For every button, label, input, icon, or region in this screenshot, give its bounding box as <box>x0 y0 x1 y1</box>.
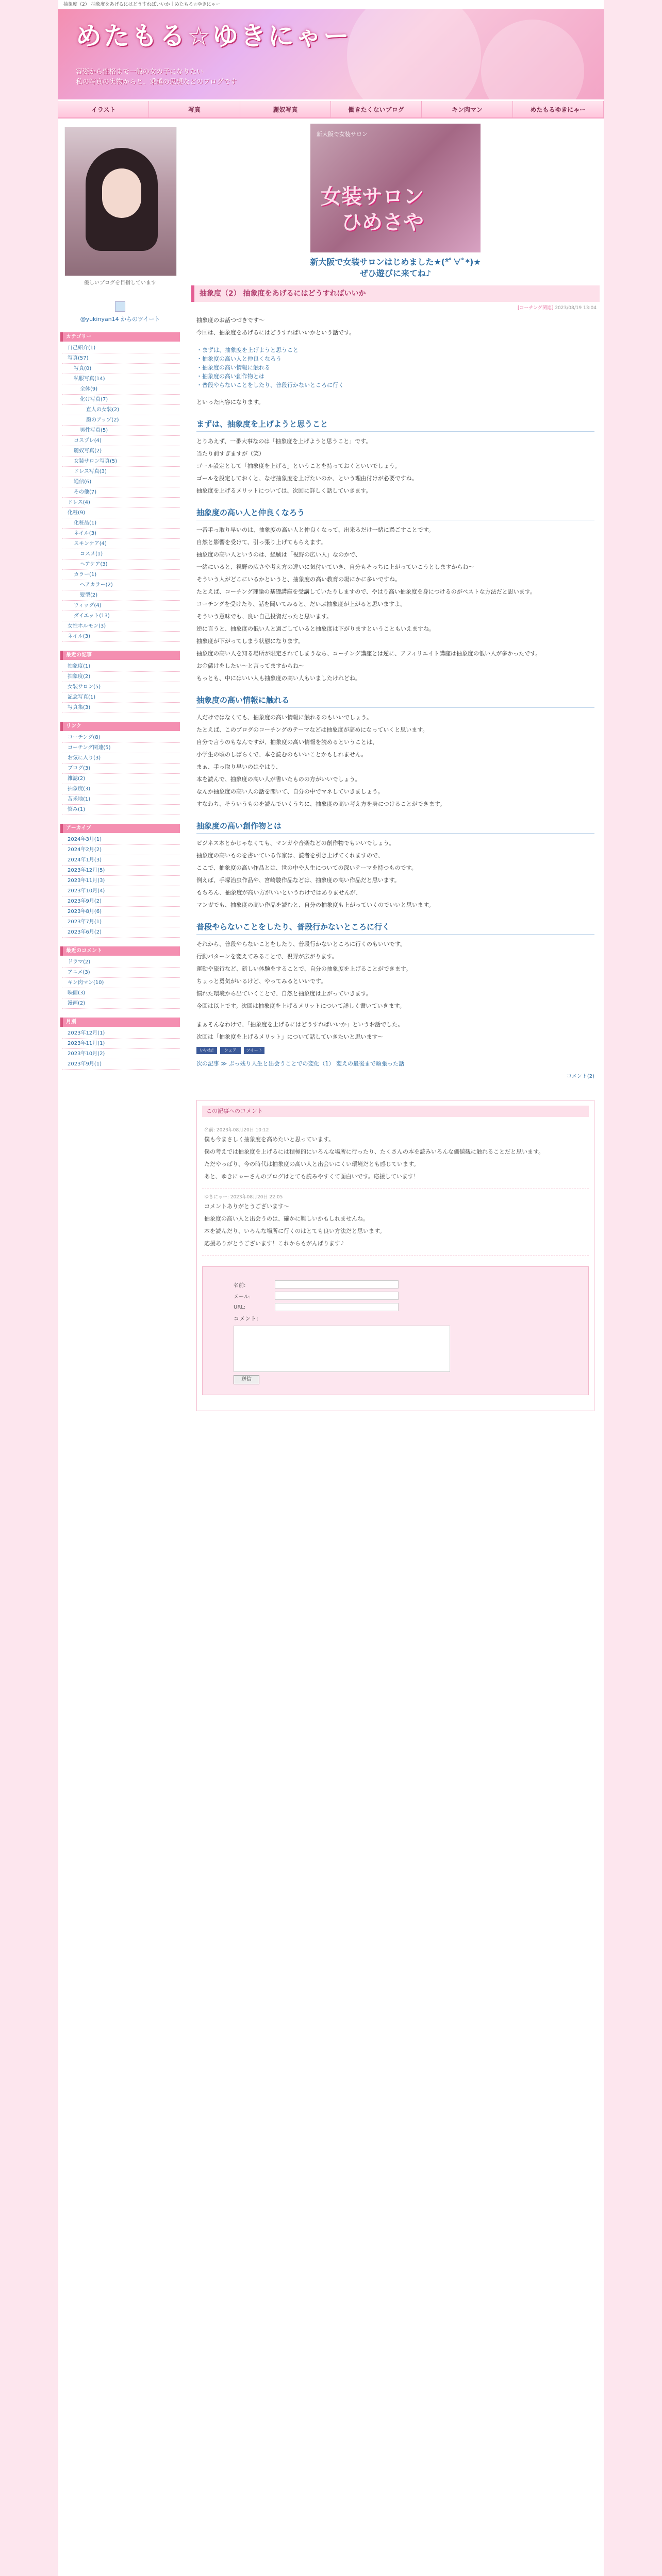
sidebar-link[interactable]: 顔のアップ(2) <box>62 415 180 426</box>
sidebar-list <box>60 833 180 939</box>
share-button[interactable]: ツイート <box>244 1047 264 1054</box>
nav-item[interactable]: 写真 <box>149 101 240 117</box>
sidebar-link[interactable]: コーチング(8) <box>62 733 180 743</box>
section-paragraph: 小学生の頃のしばらくで、本を読むのもいいことかもしれません。 <box>196 751 367 758</box>
form-row <box>234 1303 557 1311</box>
sidebar-link[interactable]: アニメ(3) <box>62 968 180 978</box>
comment-text: コメントありがとうございます〜 <box>204 1203 289 1210</box>
sidebar-link[interactable]: 通信(6) <box>62 477 180 487</box>
section-paragraph: 行動パターンを変えてみることで、視野が広がります。 <box>196 953 338 960</box>
share-button[interactable]: いいね! <box>196 1047 217 1054</box>
banner-line1: 女装サロン <box>321 185 424 209</box>
sidebar-list <box>60 660 180 715</box>
section-paragraph: 当たり前すぎますが（笑） <box>196 450 264 457</box>
comment-text: 抽象度の高い人と出会うのは、確かに難しいかもしれませんね。 <box>204 1215 369 1222</box>
nav-item[interactable]: イラスト <box>58 101 149 117</box>
comment-text: 応援ありがとうございます！これからもがんばります♪ <box>204 1240 344 1247</box>
section-heading: まずは、抽象度を上げようと思うこと <box>196 418 594 432</box>
sidebar-link[interactable]: 麗奴写真(2) <box>62 446 180 456</box>
comment-form <box>202 1266 589 1395</box>
entry-category-link[interactable]: [コーチング関連] <box>518 306 554 311</box>
sidebar-link[interactable]: ネイル(3) <box>62 529 180 539</box>
twitter-icon <box>115 301 125 312</box>
toc-link[interactable]: ・抽象度の高い情報に触れる <box>196 364 270 371</box>
next-post-link[interactable]: 次の記事 ≫ ぷっ残り人生と出会うことでの変化（1） 変えの最後まで頑張った話 <box>196 1060 405 1067</box>
sidebar-section-title: アーカイブ <box>60 824 180 833</box>
banner-note[interactable]: 新大阪で女装サロンはじめました★(*ﾟ∀ﾟ*)★ ぜひ遊びに来てね♪ <box>310 257 481 278</box>
sidebar-link[interactable]: コーチング関連(5) <box>62 743 180 753</box>
section-paragraph: マンガでも、抽象度の高い作品を読むと、自分の抽象度も上がっていくのでいいと思います。 <box>196 902 435 908</box>
section-paragraph: 運動や旅行など、新しい体験をすることで、自分の抽象度を上げることができます。 <box>196 965 411 972</box>
site-description: 容姿から性格まで一般の女の子になりたい 私の写真の実物からと、乗越の思想などのブログです <box>76 68 237 86</box>
sidebar-section-title: 月別 <box>60 1018 180 1027</box>
sidebar-link[interactable]: 漫画(2) <box>62 998 180 1009</box>
sidebar-link[interactable]: 全体(9) <box>62 384 180 395</box>
sidebar-link[interactable]: 写真(57) <box>62 353 180 364</box>
sidebar-link[interactable]: 化け写真(7) <box>62 395 180 405</box>
comment-text: ただやっぱり、今の時代は抽象度の高い人と出会いにくい環境だとも感じています。 <box>204 1161 420 1167</box>
section-paragraph: ゴール設定として「抽象度を上げる」ということを持っておくといいでしょう。 <box>196 463 401 469</box>
table-of-contents <box>196 346 594 389</box>
comment-meta: 名前: 2023年08月20日 10:12 <box>204 1128 269 1133</box>
toc-note: といった内容になります。 <box>196 399 264 405</box>
sidebar-link[interactable]: 女性ホルモン(3) <box>62 621 180 632</box>
section-paragraph: とりあえず、一番大事なのは「抽象度を上げようと思うこと」です。 <box>196 438 372 445</box>
sidebar-link[interactable]: ダイエット(13) <box>62 611 180 621</box>
sidebar-link[interactable]: 写真集(3) <box>62 703 180 713</box>
sidebar-link[interactable]: 悩み(1) <box>62 805 180 815</box>
section-paragraph: ゴールを設定しておくと、なぜ抽象度を上げたいのか、という理由付けが必要ですね。 <box>196 475 418 482</box>
entry-title[interactable]: 抽象度（2） 抽象度をあげるにはどうすればいいか <box>191 285 600 302</box>
section-paragraph: たとえば、コーチング理論の基礎講座を受講していたりしますので、やはり高い抽象度を身につけるのがベストな方法だと思います。 <box>196 588 536 595</box>
entry-date: 2023/08/19 13:04 <box>555 306 597 311</box>
section-heading: 抽象度の高い創作物とは <box>196 820 594 834</box>
sidebar-link[interactable]: コスプレ(4) <box>62 436 180 446</box>
share-buttons <box>196 1047 594 1054</box>
profile-face <box>102 168 141 218</box>
twitter-label[interactable]: @yukinyan14 からのツイート <box>80 316 160 323</box>
toc-link[interactable]: ・まずは、抽象度を上げようと思うこと <box>196 347 299 353</box>
section-paragraph: コーチングを受けたり、話を聞いてみると、だいぶ抽象度が上がると思いますよ。 <box>196 601 406 607</box>
section-heading: 抽象度の高い人と仲良くなろう <box>196 507 594 520</box>
sidebar-link[interactable]: 女装サロン(5) <box>62 682 180 692</box>
sidebar-link[interactable]: 2024年3月(1) <box>62 835 180 845</box>
section-paragraph: 抽象度が下がってしまう状態になります。 <box>196 638 304 645</box>
sidebar-link[interactable]: ネイル(3) <box>62 632 180 642</box>
sidebar-link[interactable]: 苫米地(1) <box>62 794 180 805</box>
section-paragraph: 抽象度を上げるメリットについては、次回に詳しく話していきます。 <box>196 487 372 494</box>
section-paragraph: 一緒にいると、視野の広さや考え方の違いに気付いていき、自分もそっちに上がっていこうとしますからね〜 <box>196 564 474 570</box>
sidebar-link[interactable]: 男性写真(5) <box>62 426 180 436</box>
section-paragraph: もちろん、抽象度が高い方がいいというわけではありませんが、 <box>196 889 361 896</box>
section-paragraph: 自分で言うのもなんですが、抽象度の高い情報を読めるということは、 <box>196 739 378 745</box>
entry-meta <box>191 302 600 313</box>
sidebar-list <box>60 342 180 643</box>
profile-photo[interactable] <box>64 127 177 276</box>
sidebar-link[interactable]: 映画(3) <box>62 988 180 998</box>
section-paragraph: それから、普段やらないことをしたり、普段行かないところに行くのもいいです。 <box>196 941 406 947</box>
comment-text: あと、ゆきにゃーさんのブログはとても読みやすくて面白いです。応援しています！ <box>204 1173 419 1180</box>
sidebar-link[interactable]: 自己紹介(1) <box>62 343 180 353</box>
site-title[interactable]: めたもる☆ゆきにゃー <box>76 21 351 51</box>
submit-button[interactable]: 送信 <box>234 1375 259 1384</box>
closing-text: 次回は「抽象度を上げるメリット」について話していきたいと思います〜 <box>196 1033 384 1040</box>
email-input[interactable] <box>275 1292 399 1300</box>
section-paragraph: 抽象度の高い人を知る場所が限定されてしまうなら、コーチング講座とは逆に、アフィリエイト講座は抽象度の低い人が多かったです。 <box>196 650 541 657</box>
sidebar <box>60 123 180 1071</box>
section-paragraph: 本を読んで、抽象度の高い人が書いたものの方がいいでしょう。 <box>196 776 361 783</box>
comments-header: この記事へのコメント <box>202 1106 589 1117</box>
nav-item[interactable]: 働きたくないブログ <box>331 101 422 117</box>
sidebar-link[interactable]: ブログ(3) <box>62 764 180 774</box>
main-nav <box>58 101 604 118</box>
banner-small-text: 新大阪で女装サロン <box>317 131 368 138</box>
sidebar-link[interactable]: キン肉マン(10) <box>62 978 180 988</box>
entry-body <box>191 313 600 1411</box>
section-paragraph: 例えば、手塚治虫作品や、宮崎駿作品などは、抽象度の高い作品だと思います。 <box>196 877 400 884</box>
sidebar-link[interactable]: ウィッグ(4) <box>62 601 180 611</box>
section-paragraph: ビジネス本とかじゃなくても、マンガや音楽などの創作物でもいいでしょう。 <box>196 840 395 846</box>
sidebar-link[interactable]: 直人の女装(2) <box>62 405 180 415</box>
comments-section <box>196 1100 594 1411</box>
toc-link[interactable]: ・普段やらないことをしたり、普段行かないところに行く <box>196 382 344 388</box>
entry-intro-text: 抽象度のお話つづきです〜 <box>196 317 264 324</box>
sidebar-link[interactable]: 抽象度(1) <box>62 662 180 672</box>
section-heading: 普段やらないことをしたり、普段行かないところに行く <box>196 921 594 935</box>
comment-count-link[interactable]: コメント(2) <box>566 1074 594 1079</box>
section-paragraph: 抽象度の高いものを書いている作家は、読者を引き上げてくれますので、 <box>196 852 384 859</box>
sidebar-list <box>60 731 180 817</box>
section-paragraph: すなわち、そういうものを読んでいくうちに、抽象度の高い考え方を身につけることができます。 <box>196 801 445 807</box>
form-label: 名前: <box>234 1282 246 1289</box>
comment-text: 本を読んだり、いろんな場所に行くのはとても良い方法だと思います。 <box>204 1228 386 1234</box>
toc-link[interactable]: ・抽象度の高い創作物とは <box>196 373 264 380</box>
sidebar-link[interactable]: 2023年11月(3) <box>62 876 180 886</box>
section-paragraph: ちょっと勇気がいるけど、やってみるといいです。 <box>196 978 327 985</box>
form-label: URL: <box>234 1304 246 1310</box>
sidebar-link[interactable]: 2023年8月(6) <box>62 907 180 917</box>
sidebar-link[interactable]: 記念写真(1) <box>62 692 180 703</box>
sidebar-link[interactable]: ヘアケア(3) <box>62 560 180 570</box>
sidebar-section-title: リンク <box>60 722 180 731</box>
sidebar-section-title: カテゴリー <box>60 332 180 342</box>
sidebar-section-title: 最近の記事 <box>60 651 180 660</box>
section-paragraph: 一番手っ取り早いのは、抽象度の高い人と仲良くなって、出来るだけ一緒に過ごすことです。 <box>196 527 434 533</box>
sidebar-link[interactable]: 2023年10月(2) <box>62 1049 180 1059</box>
section-paragraph: 慣れた環境から出ていくことで、自然と抽象度は上がっていきます。 <box>196 990 372 997</box>
comment-label: コメント: <box>234 1315 258 1322</box>
sidebar-sections <box>60 332 180 1071</box>
sidebar-link[interactable]: 雑誌(2) <box>62 774 180 784</box>
sidebar-link[interactable]: 2023年7月(1) <box>62 917 180 927</box>
share-button[interactable]: シェア <box>220 1047 241 1054</box>
sidebar-link[interactable]: 化粧(9) <box>62 508 180 518</box>
toc-link[interactable]: ・抽象度の高い人と仲良くなろう <box>196 355 282 362</box>
section-paragraph: たとえば、このブログのコーチングのテーマなどは抽象度が高めになっていくと思います。 <box>196 726 428 733</box>
section-paragraph: なんか抽象度の高い人の話を聞いて、自分の中でマネしていきましょう。 <box>196 788 384 795</box>
section-paragraph: お金儲けをしたい〜と言ってますからね〜 <box>196 663 304 669</box>
page-breadcrumb: 抽象度（2） 抽象度をあげるにはどうすればいいか｜めたもる☆ゆきにゃー <box>58 0 604 9</box>
sidebar-link[interactable]: 2023年9月(2) <box>62 896 180 907</box>
comment <box>202 1122 589 1189</box>
header-decoration <box>347 9 481 101</box>
section-paragraph: そういう意味でも、良い自己投資だったと思います。 <box>196 613 333 620</box>
sidebar-link[interactable]: 2024年1月(3) <box>62 855 180 866</box>
sidebar-list <box>60 1027 180 1071</box>
twitter-widget[interactable] <box>60 301 180 323</box>
sidebar-link[interactable]: ヘアカラー(2) <box>62 580 180 590</box>
header-decoration <box>481 20 584 101</box>
form-row <box>234 1292 557 1300</box>
section-paragraph: もっとも、中にはいい人も抽象度の高い人もいましたけれどね。 <box>196 675 361 682</box>
comment-text: 僕も今まさしく抽象度を高めたいと思っています。 <box>204 1136 335 1143</box>
sidebar-link[interactable]: 抽象度(2) <box>62 672 180 682</box>
form-row <box>234 1280 557 1289</box>
main-content <box>191 120 600 1411</box>
nav-item[interactable]: めたもるゆきにゃー <box>513 101 604 117</box>
sidebar-link[interactable]: 私服写真(14) <box>62 374 180 384</box>
sidebar-link[interactable]: ドレス(4) <box>62 498 180 508</box>
sidebar-link[interactable]: その他(7) <box>62 487 180 498</box>
sidebar-link[interactable]: 化粧品(1) <box>62 518 180 529</box>
sidebar-link[interactable]: 2023年11月(1) <box>62 1039 180 1049</box>
sidebar-link[interactable]: スキンケア(4) <box>62 539 180 549</box>
nav-item[interactable]: 麗奴写真 <box>240 101 331 117</box>
sidebar-list <box>60 956 180 1010</box>
salon-banner[interactable] <box>310 124 481 252</box>
comment-meta: ゆきにゃー: 2023年08月20日 22:05 <box>204 1195 283 1200</box>
section-heading: 抽象度の高い情報に触れる <box>196 694 594 708</box>
sidebar-link[interactable]: 抽象度(3) <box>62 784 180 794</box>
section-paragraph: ここで、抽象度の高い作品とは、世の中や人生についての深いテーマを持つものです。 <box>196 865 417 871</box>
site-header <box>58 9 604 101</box>
sidebar-link[interactable]: 写真(0) <box>62 364 180 374</box>
entry-closing <box>196 1020 594 1042</box>
section-paragraph: 今回は以上です。次回は抽象度を上げるメリットについて詳しく書いていきます。 <box>196 1003 405 1009</box>
sidebar-link[interactable]: ドレス写真(3) <box>62 467 180 477</box>
name-input[interactable] <box>275 1280 399 1289</box>
section-paragraph: まぁ、手っ取り早いのはやはり、 <box>196 764 282 770</box>
entry-intro-text: 今回は、抽象度をあげるにはどうすればいいかという話です。 <box>196 329 355 336</box>
sidebar-link[interactable]: 2023年12月(5) <box>62 866 180 876</box>
section-paragraph: 自然と影響を受けて、引っ張り上げてもらえます。 <box>196 539 326 546</box>
sidebar-link[interactable]: コスメ(1) <box>62 549 180 560</box>
url-input[interactable] <box>275 1303 399 1311</box>
comment <box>202 1189 589 1256</box>
comment-textarea[interactable] <box>234 1326 450 1372</box>
sidebar-link[interactable]: 2023年9月(1) <box>62 1059 180 1070</box>
sidebar-section-title: 最近のコメント <box>60 946 180 956</box>
nav-item[interactable]: キン肉マン <box>422 101 512 117</box>
sidebar-link[interactable]: 2023年6月(2) <box>62 927 180 938</box>
form-label: メール: <box>234 1294 251 1300</box>
sidebar-link[interactable]: 2023年12月(1) <box>62 1028 180 1039</box>
section-paragraph: 抽象度の高い人というのは、経験は「視野の広い人」なのかで、 <box>196 551 361 558</box>
sidebar-link[interactable]: 髪型(2) <box>62 590 180 601</box>
section-paragraph: 人だけではなくても、抽象度の高い情報に触れるのもいいでしょう。 <box>196 714 372 721</box>
sidebar-link[interactable]: カラー(1) <box>62 570 180 580</box>
sidebar-link[interactable]: お気に入り(3) <box>62 753 180 764</box>
section-paragraph: そういう人がどこにいるかというと、抽象度の高い教育の場にかに多いですね。 <box>196 576 401 583</box>
sidebar-link[interactable]: 2023年10月(4) <box>62 886 180 896</box>
banner-line2: ひめさや <box>341 211 424 234</box>
sidebar-link[interactable]: ドラマ(2) <box>62 957 180 968</box>
sidebar-link[interactable]: 女装サロン写真(5) <box>62 456 180 467</box>
sidebar-link[interactable]: 2024年2月(2) <box>62 845 180 855</box>
page <box>58 0 604 2576</box>
closing-text: まぁそんなわけで、「抽象度を上げるにはどうすればいいか」というお話でした。 <box>196 1021 404 1028</box>
profile-caption: 優しいブログを目指しています <box>84 280 156 286</box>
comment-text: 僕の考えでは抽象度を上げるには積極的にいろんな場所に行ったり、たくさんの本を読みいろんな価値観に触れることだと思います。 <box>204 1148 544 1155</box>
section-paragraph: 逆に言うと、抽象度の低い人と過ごしていると抽象度は下がりますということもいえますね。 <box>196 625 435 632</box>
